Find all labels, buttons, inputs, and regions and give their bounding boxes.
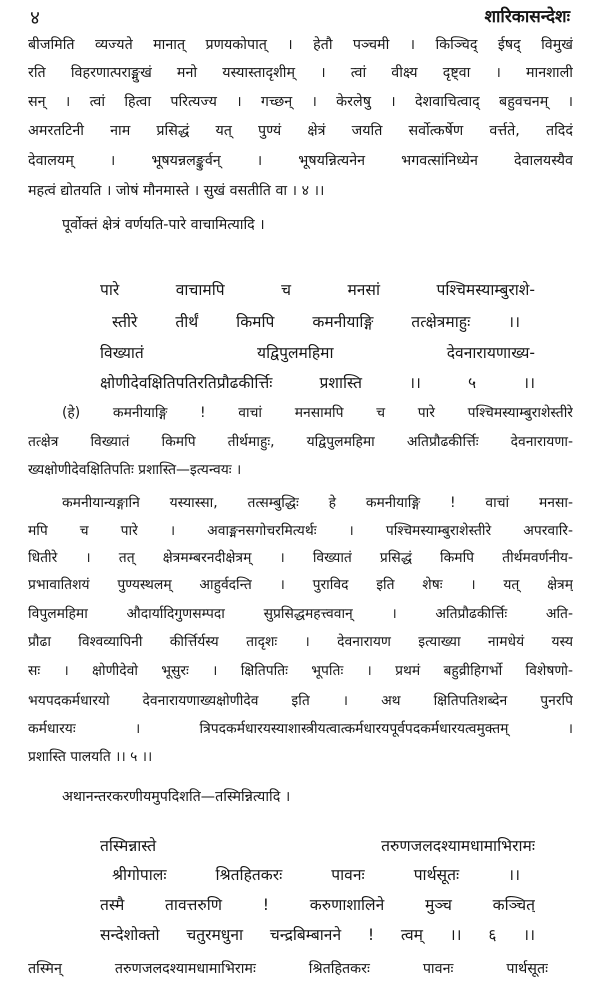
commentary-line: मपि च पारे । अवाङ्मनसगोचरमित्यर्थः । पश्चिमस्याम्बुराशेस्तीरे अपरवारि- xyxy=(28,523,573,539)
commentary-line: देवालयम् । भूषयन्नलङ्कुर्वन् । भूषयन्नित्यनेन भगवत्सांनिध्येन देवालयस्यैव xyxy=(28,153,573,169)
intro-line: पूर्वोक्तं क्षेत्रं वर्णयति-पारे वाचामित्यादि । xyxy=(62,217,265,233)
commentary-line: भयपदकर्मधारयो देवनारायणाख्यक्षोणीदेव इति । अथ क्षितिपतिशब्देन पुनरपि xyxy=(28,693,573,709)
anvaya-line: तस्मिन् तरुणजलदश्यामधामाभिरामः श्रितहितकरः पावनः पार्थसूतः xyxy=(28,961,548,977)
anvaya-line: ख्यक्षोणीदेवक्षितिपतिः प्रशास्ति—इत्यन्वयः । xyxy=(28,462,242,478)
verse-line: श्रीगोपालः श्रितहितकरः पावनः पार्थसूतः ।। xyxy=(112,866,520,884)
verse-line: स्तीरे तीर्थं किमपि कमनीयाङ्गि तत्क्षेत्रमाहुः ।। xyxy=(112,313,520,331)
commentary-line: कर्मधारयः । त्रिपदकर्मधारयस्याशास्त्रीयत्वात्कर्मधारयपूर्वपदकर्मधारयत्वमुक्तम् । xyxy=(28,721,573,737)
verse-line: क्षोणीदेवक्षितिपतिरतिप्रौढकीर्त्तिः प्रशास्ति ।। ५ ।। xyxy=(100,374,535,392)
commentary-line: प्रभावातिशयं पुण्यस्थलम् आहुर्वदन्ति । पुराविद इति शेषः । यत् क्षेत्रम् xyxy=(28,577,573,593)
commentary-line: अमरतटिनी नाम प्रसिद्धं यत् पुण्यं क्षेत्रं जयति सर्वोत्कर्षेण वर्त्तते, तदिदं xyxy=(28,123,573,139)
commentary-line: रति विहरणात्पराङ्मुखं मनो यस्यास्तादृशीम् । त्वां वीक्ष्य दृष्ट्वा । मानशाली xyxy=(28,65,573,81)
running-head: शारिकासन्देशः xyxy=(484,7,570,27)
anvaya-line: (हे) कमनीयाङ्गि ! वाचां मनसामपि च पारे पश्चिमस्याम्बुराशेस्तीरे xyxy=(62,405,573,421)
commentary-line: प्रौढा विश्वव्यापिनी कीर्त्तिर्यस्य तादृशः । देवनारायण इत्याख्या नामधेयं यस्य xyxy=(28,634,573,650)
page-number: ४ xyxy=(30,7,40,29)
verse-line: तस्मै तावत्तरुणि ! करुणाशालिने मुञ्च कञ्चित् xyxy=(100,896,535,914)
verse-line: सन्देशोक्तो चतुरमधुना चन्द्रबिम्बानने ! त्वम् ।। ६ ।। xyxy=(100,926,535,944)
verse-line: तस्मिन्नास्ते तरुणजलदश्यामधामाभिरामः xyxy=(100,837,535,855)
commentary-line: प्रशास्ति पालयति ।। ५ ।। xyxy=(28,749,153,765)
commentary-line: विपुलमहिमा औदार्यादिगुणसम्पदा सुप्रसिद्धमहत्त्ववान् । अतिप्रौढकीर्त्तिः अति- xyxy=(28,606,573,622)
commentary-line: महत्वं द्योतयति । जोषं मौनमास्ते । सुखं वसतीति वा । ४ ।। xyxy=(28,183,325,199)
verse-line: विख्यातं यद्विपुलमहिमा देवनारायणाख्य- xyxy=(100,344,535,362)
commentary-line: बीजमिति व्यज्यते मानात् प्रणयकोपात् । हेतौ पञ्चमी । किञ्चिद् ईषद् विमुखं xyxy=(28,37,573,53)
commentary-line: कमनीयान्यङ्गानि यस्यास्सा, तत्सम्बुद्धिः हे कमनीयाङ्गि ! वाचां मनसा- xyxy=(62,495,573,511)
commentary-line: धितीरे । तत् क्षेत्रमम्बरनदीक्षेत्रम् । विख्यातं प्रसिद्धं किमपि तीर्थमवर्णनीय- xyxy=(28,550,573,566)
commentary-line: सन् । त्वां हित्वा परित्यज्य । गच्छन् । केरलेषु । देशवाचित्वाद् बहुवचनम् । xyxy=(28,94,573,110)
page-header xyxy=(30,2,570,34)
anvaya-line: तत्क्षेत्र विख्यातं किमपि तीर्थमाहुः, यद्विपुलमहिमा अतिप्रौढकीर्त्तिः देवनारायणा- xyxy=(28,434,573,450)
verse-line: पारे वाचामपि च मनसां पश्चिमस्याम्बुराशे- xyxy=(100,281,535,299)
commentary-line: सः । क्षोणीदेवो भूसुरः । क्षितिपतिः भूपतिः । प्रथमं बहुव्रीहिगर्भो विशेषणो- xyxy=(28,663,573,679)
intro-line: अथानन्तरकरणीयमुपदिशति—तस्मिन्नित्यादि । xyxy=(62,789,291,805)
